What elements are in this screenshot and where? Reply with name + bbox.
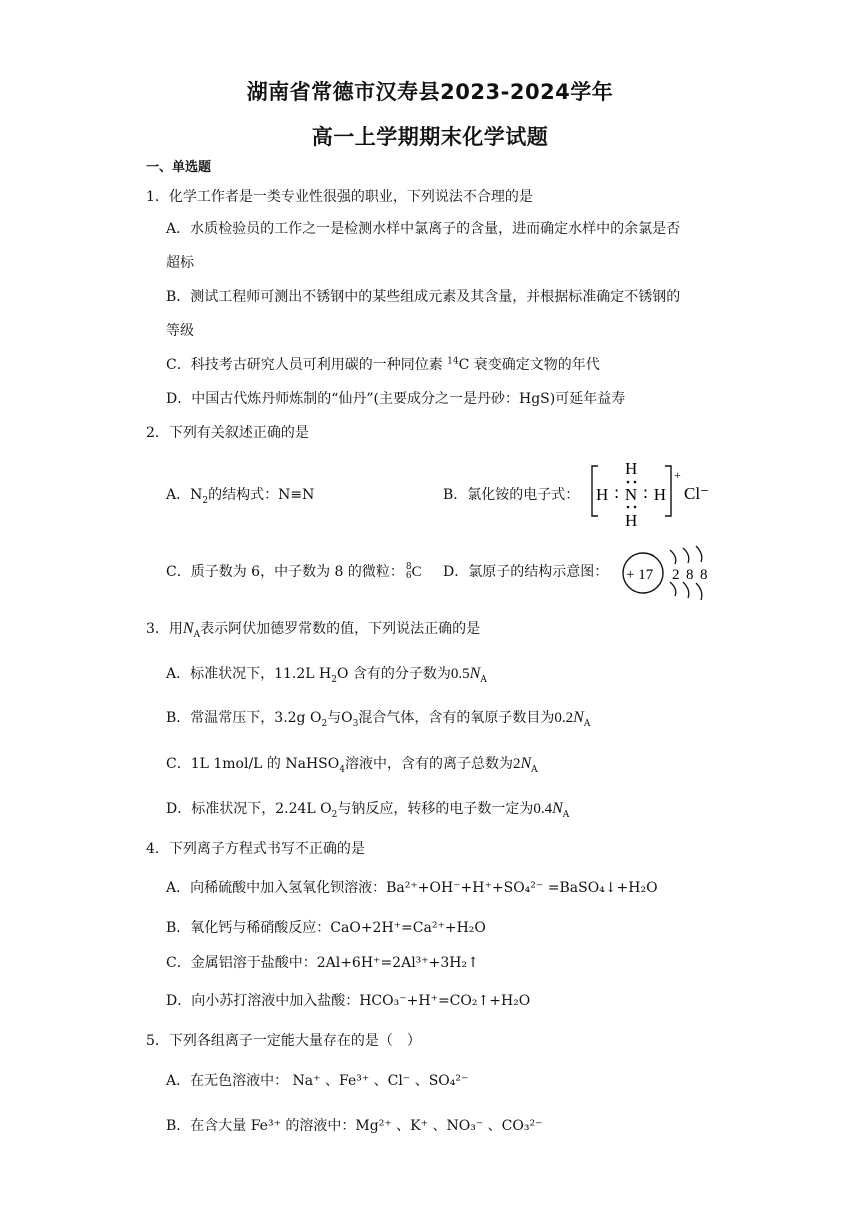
electron-formula-center: H∶N∶H <box>596 485 666 504</box>
q1-option-a-line1: A．水质检验员的工作之一是检测水样中氯离子的含量，进而确定水样中的余氯是否 <box>166 221 681 237</box>
q2-option-c: C．质子数为 6，中子数为 8 的微粒： 8 6 C <box>166 562 422 581</box>
title-line-1: 湖南省常德市汉寿县2023-2024学年 <box>246 80 614 104</box>
nucleus-charge: + 17 <box>626 567 654 583</box>
electron-formula-charge: + <box>674 468 681 482</box>
shell-1-electrons: 2 <box>672 567 680 583</box>
q3-option-a: A．标准状况下，11.2L $H_2O$ 含有的分子数为$0.5N_A$ <box>166 665 487 685</box>
q3-stem: 3．用$N_A$表示阿伏加德罗常数的值，下列说法正确的是 <box>146 620 481 640</box>
q4-option-c: C．金属铝溶于盐酸中：2Al+6H⁺=2Al³⁺+3H₂↑ <box>166 955 479 971</box>
electron-formula-bottom-h: H <box>625 511 638 528</box>
q1-option-a-line2: 超标 <box>166 255 194 271</box>
q3-option-c: C．1L 1mol/L 的 NaHSO$_4$溶液中，含有的离子总数为$2N_A$ <box>166 755 538 775</box>
q5-option-b: B．在含大量 Fe³⁺ 的溶液中：Mg²⁺ 、K⁺ 、NO₃⁻ 、CO₃²⁻ <box>166 1118 543 1134</box>
q2-option-a: A．$N_2$的结构式：N≡N <box>166 487 315 506</box>
q3-option-b: B．常温常压下，3.2g $O_2$与$O_3$混合气体，含有的氧原子数目为$0.2N_A$ <box>166 709 591 729</box>
electron-formula-anion: Cl⁻ <box>684 484 710 503</box>
q1-stem: 1．化学工作者是一类专业性很强的职业，下列说法不合理的是 <box>146 189 533 205</box>
q1-option-b-line2: 等级 <box>166 323 194 339</box>
q2-option-b: B．氯化铵的电子式： <box>443 487 580 503</box>
q3-option-d: D．标准状况下，2.24L $O_2$与钠反应，转移的电子数一定为$0.4N_A$ <box>166 800 570 820</box>
q2-option-d: D．氯原子的结构示意图： <box>443 564 609 580</box>
section-heading: 一、单选题 <box>146 160 212 175</box>
q1-option-c: C．科技考古研究人员可利用碳的一种同位素 $^{14}$C 衰变确定文物的年代 <box>166 356 600 373</box>
q4-option-b: B．氧化钙与稀硝酸反应：CaO+2H⁺=Ca²⁺+H₂O <box>166 920 486 936</box>
q1-option-b-line1: B．测试工程师可测出不锈钢中的某些组成元素及其含量，并根据标准确定不锈钢的 <box>166 289 681 305</box>
electron-formula-top-h: H <box>625 459 638 478</box>
chlorine-atom-structure-diagram <box>616 542 720 606</box>
q5-option-a: A．在无色溶液中： Na⁺ 、Fe³⁺ 、Cl⁻ 、SO₄²⁻ <box>166 1073 469 1089</box>
shell-3-electrons: 8 <box>700 567 708 583</box>
shell-2-electrons: 8 <box>686 567 694 583</box>
title-line-2: 高一上学期期末化学试题 <box>311 125 549 149</box>
isotope-notation: 8 6 <box>405 562 412 581</box>
q1-option-d: D．中国古代炼丹师炼制的“仙丹”(主要成分之一是丹砂：HgS)可延年益寿 <box>166 391 626 407</box>
q4-stem: 4．下列离子方程式书写不正确的是 <box>146 841 365 857</box>
ammonium-chloride-electron-formula <box>588 456 720 528</box>
q4-option-d: D．向小苏打溶液中加入盐酸：HCO₃⁻+H⁺=CO₂↑+H₂O <box>166 993 531 1009</box>
q2-stem: 2．下列有关叙述正确的是 <box>146 425 309 441</box>
q4-option-a: A．向稀硫酸中加入氢氧化钡溶液：Ba²⁺+OH⁻+H⁺+SO₄²⁻ =BaSO₄↓+H₂O <box>166 880 658 896</box>
q5-stem: 5．下列各组离子一定能大量存在的是（ ） <box>146 1033 421 1049</box>
